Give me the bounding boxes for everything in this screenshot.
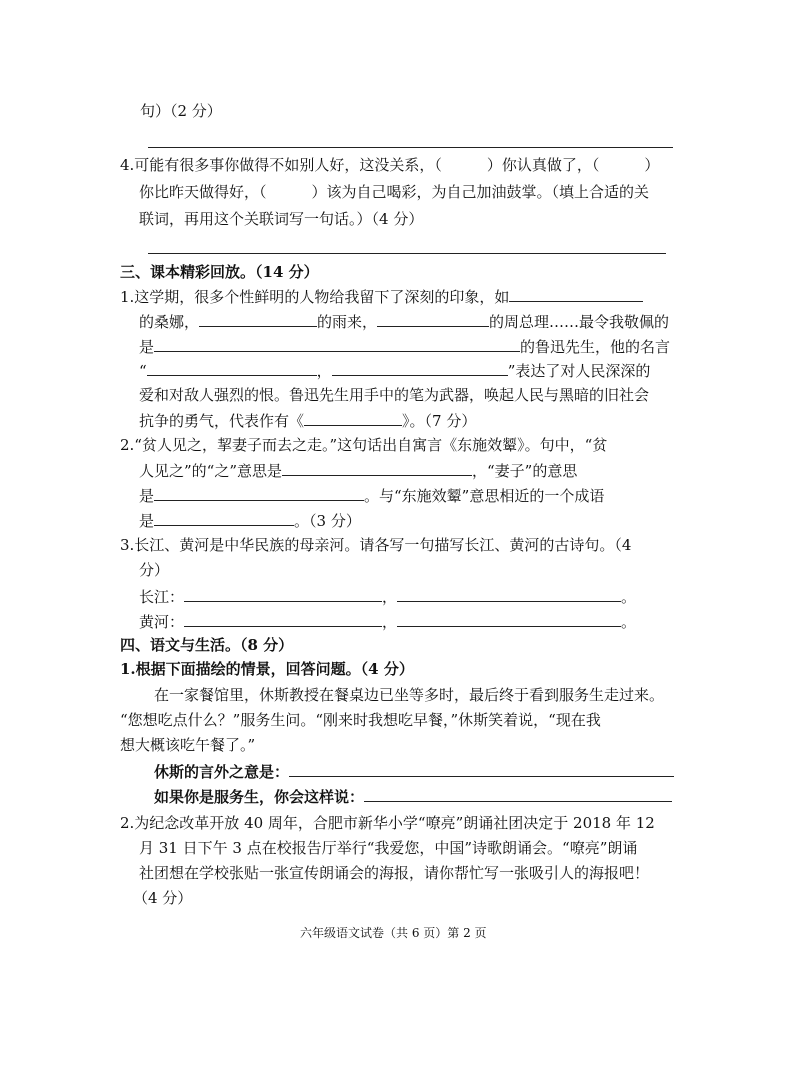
s3-q1-line-4	[139, 359, 650, 382]
fill-blank[interactable]	[377, 310, 489, 327]
s3-q3-label: 长江：	[139, 588, 185, 606]
page-footer: 六年级语文试卷（共 6 页）第 2 页	[300, 926, 487, 940]
question-4-line-1: 4.可能有很多事你做得不如别人好，这没关系，（ ）你认真做了，（ ）	[120, 156, 660, 174]
s3-q3-text: ，	[382, 613, 398, 631]
s3-q1-text: ，	[316, 362, 332, 380]
s3-q1-line-3	[139, 335, 670, 358]
s3-q2-line-4	[139, 509, 361, 532]
s3-q1-line-1	[120, 285, 643, 308]
s3-q2-text: 是	[139, 487, 155, 505]
s3-q3-line-1: 3.长江、黄河是中华民族的母亲河。请各写一句描写长江、黄河的古诗句。（4	[120, 536, 632, 554]
fill-blank[interactable]	[364, 785, 672, 802]
s3-q3-yellow-river	[139, 610, 636, 633]
s3-q1-line-6	[139, 409, 476, 432]
s3-q3-line-2: 分）	[139, 561, 170, 579]
s3-q2-line-2	[139, 459, 577, 482]
s3-q1-text: 的周总理……最令我敬佩的	[489, 313, 670, 331]
s3-q1-text: 的雨来，	[317, 313, 378, 331]
s3-q1-line-2	[139, 310, 669, 333]
fill-blank[interactable]	[332, 359, 508, 376]
s3-q3-text: 。	[621, 613, 637, 631]
answer-blank[interactable]	[148, 253, 666, 254]
fill-blank[interactable]	[199, 310, 317, 327]
fill-blank[interactable]	[184, 585, 382, 602]
s4-q1-passage-2: “您想吃点什么？”服务生问。“刚来时我想吃早餐，”休斯笑着说，“现在我	[120, 711, 601, 729]
s3-q1-text: 是	[139, 338, 155, 356]
s4-q2-line-4: （4 分）	[133, 889, 193, 907]
s3-q1-line-5: 爱和对敌人强烈的恨。鲁迅先生用手中的笔为武器，唤起人民与黑暗的旧社会	[139, 386, 650, 404]
fill-blank[interactable]	[154, 509, 294, 526]
s4-q1-prompt: 如果你是服务生，你会这样说：	[154, 788, 365, 806]
s3-q2-text: ，“妻子”的意思	[472, 462, 578, 480]
fill-blank[interactable]	[397, 610, 621, 627]
answer-line-prefix: 句）（2 分）	[140, 102, 222, 120]
s3-q3-text: ，	[382, 588, 398, 606]
s3-q2-line-3	[139, 484, 604, 507]
section-4-heading: 四、语文与生活。（8 分）	[120, 636, 294, 654]
fill-blank[interactable]	[282, 459, 472, 476]
s3-q3-text: 。	[621, 588, 637, 606]
fill-blank[interactable]	[147, 359, 317, 376]
fill-blank[interactable]	[154, 484, 364, 501]
s3-q2-text: 。与“东施效颦”意思相近的一个成语	[364, 487, 605, 505]
s4-q1-passage-1: 在一家餐馆里，休斯教授在餐桌边已坐等多时，最后终于看到服务生走过来。	[154, 686, 665, 704]
s4-q1-passage-3: 想大概该吃午餐了。”	[120, 736, 256, 754]
fill-blank[interactable]	[289, 760, 674, 777]
s3-q1-text: ”表达了对人民深深的	[507, 362, 651, 380]
s4-q2-line-2: 月 31 日下午 3 点在校报告厅举行“我爱您，中国”诗歌朗诵会。“嘹亮”朗诵	[139, 839, 638, 857]
section-3-heading: 三、课本精彩回放。（14 分）	[120, 263, 319, 281]
s4-q1-answer-1	[154, 760, 674, 783]
fill-blank[interactable]	[304, 409, 402, 426]
s3-q3-yangtze	[139, 585, 636, 608]
s3-q3-label: 黄河：	[139, 613, 185, 631]
s3-q1-text: 1.这学期，很多个性鲜明的人物给我留下了深刻的印象，如	[120, 288, 510, 306]
question-4-line-2: 你比昨天做得好，（ ）该为自己喝彩，为自己加油鼓掌。（填上合适的关	[139, 183, 650, 201]
fill-blank[interactable]	[154, 335, 520, 352]
s4-q2-line-3: 社团想在学校张贴一张宣传朗诵会的海报，请你帮忙写一张吸引人的海报吧！	[139, 864, 650, 882]
s4-q1-prompt: 休斯的言外之意是：	[154, 763, 290, 781]
fill-blank[interactable]	[509, 285, 643, 302]
s3-q1-text: 》。（7 分）	[402, 412, 477, 430]
question-4-line-3: 联词，再用这个关联词写一句话。）（4 分）	[139, 210, 424, 228]
s4-q1-answer-2	[154, 785, 672, 808]
s3-q1-text: 的鲁迅先生，他的名言	[520, 338, 671, 356]
s3-q2-text: 人见之”的“之”意思是	[139, 462, 283, 480]
s4-q2-line-1: 2.为纪念改革开放 40 周年，合肥市新华小学“嘹亮”朗诵社团决定于 2018 年 12	[120, 814, 655, 832]
fill-blank[interactable]	[184, 610, 382, 627]
s3-q1-text: 抗争的勇气，代表作有《	[139, 412, 305, 430]
s3-q2-line-1: 2.“贫人见之，挈妻子而去之走。”这句话出自寓言《东施效颦》。句中，“贫	[120, 436, 608, 454]
s4-q1-heading: 1.根据下面描绘的情景，回答问题。（4 分）	[120, 660, 414, 678]
s3-q2-text: 。（3 分）	[294, 512, 361, 530]
s3-q1-text: “	[139, 362, 147, 380]
s3-q2-text: 是	[139, 512, 155, 530]
fill-blank[interactable]	[397, 585, 621, 602]
s3-q1-text: 的桑娜，	[139, 313, 200, 331]
answer-blank[interactable]	[148, 147, 673, 148]
